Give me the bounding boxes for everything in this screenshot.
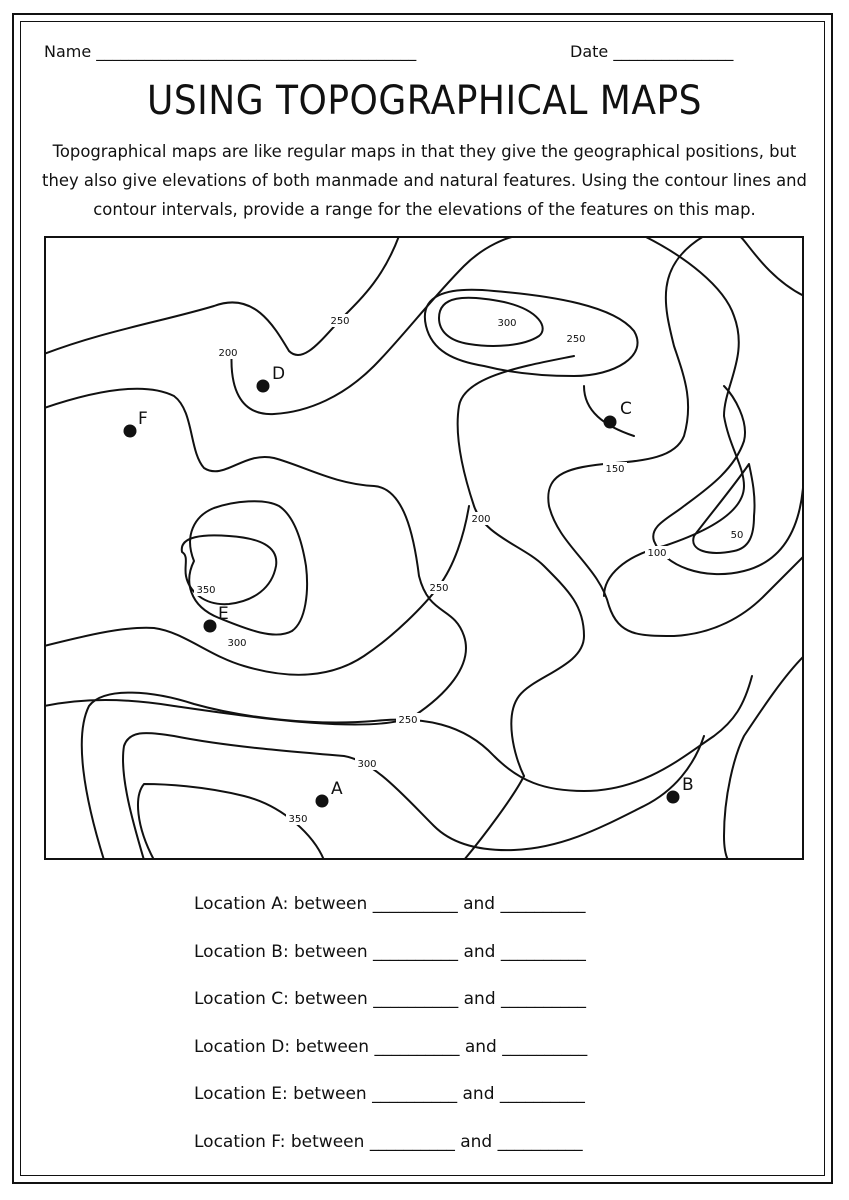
label-100: 100: [647, 548, 667, 559]
answer-blank-high[interactable]: __________: [499, 1084, 585, 1104]
question-location-c: [194, 985, 587, 1033]
marker-d-label: D: [272, 364, 286, 384]
and-word: and: [463, 989, 496, 1009]
marker-a-dot: [316, 795, 329, 808]
topographic-map: [44, 236, 804, 860]
label-350-bottom: 350: [288, 814, 308, 825]
answer-blank-high[interactable]: __________: [502, 1036, 588, 1057]
marker-e-dot: [204, 620, 217, 633]
label-300-left: 300: [227, 638, 247, 649]
answer-blank-high[interactable]: __________: [500, 894, 586, 914]
question-list: [194, 890, 587, 1175]
marker-c-label: C: [620, 399, 632, 419]
answer-blank-low[interactable]: __________: [373, 941, 459, 962]
worksheet-title: USING TOPOGRAPHICAL MAPS: [146, 78, 703, 124]
marker-b-label: B: [682, 775, 694, 795]
marker-f-dot: [124, 425, 137, 438]
question-location-b: [194, 938, 587, 986]
answer-blank-low[interactable]: __________: [372, 894, 458, 914]
label-250-bottom: 250: [398, 715, 418, 726]
question-location-e: [194, 1080, 587, 1128]
name-field[interactable]: [44, 42, 416, 61]
question-location-a: [194, 890, 587, 938]
question-label: Location E: between: [194, 1084, 367, 1104]
question-label: Location C: between: [194, 989, 368, 1009]
and-word: and: [464, 1036, 497, 1057]
label-250-mid: 250: [429, 583, 449, 594]
answer-blank-low[interactable]: __________: [373, 989, 459, 1009]
and-word: and: [463, 894, 496, 914]
marker-c-dot: [604, 416, 617, 429]
marker-b-dot: [667, 791, 680, 804]
label-300-island: 300: [497, 318, 517, 329]
marker-a-label: A: [331, 779, 343, 799]
answer-blank-high[interactable]: __________: [497, 1131, 583, 1152]
label-200-top: 200: [218, 348, 238, 359]
date-field[interactable]: [570, 42, 733, 61]
answer-blank-low[interactable]: __________: [374, 1036, 460, 1057]
and-word: and: [462, 1084, 495, 1104]
label-250-island: 250: [566, 334, 586, 345]
label-200-mid: 200: [471, 514, 491, 525]
name-blank[interactable]: ________________________________________: [96, 42, 417, 61]
date-blank[interactable]: _______________: [613, 42, 734, 61]
date-label: Date: [570, 42, 609, 61]
label-350-left: 350: [196, 585, 216, 596]
and-word: and: [460, 1131, 493, 1152]
answer-blank-high[interactable]: __________: [500, 941, 586, 962]
question-location-d: [194, 1033, 587, 1081]
contour-map-svg: [44, 236, 804, 860]
question-location-f: [194, 1128, 587, 1176]
label-50: 50: [730, 530, 744, 541]
name-label: Name: [44, 42, 92, 61]
label-150: 150: [605, 464, 625, 475]
marker-f-label: F: [138, 409, 148, 429]
intro-paragraph: Topographical maps are like regular maps in that they give the geographical positions, but they also give elevations of both manmade and natural features. Using the contour lines and contour intervals, provide a range for the elevations of the features on this map.: [42, 142, 807, 219]
label-300-bottom: 300: [357, 759, 377, 770]
and-word: and: [463, 941, 496, 962]
marker-d-dot: [257, 380, 270, 393]
question-label: Location F: between: [194, 1131, 365, 1152]
answer-blank-low[interactable]: __________: [372, 1084, 458, 1104]
marker-e-label: E: [218, 604, 229, 624]
question-label: Location A: between: [194, 894, 368, 914]
label-250-top: 250: [330, 316, 350, 327]
answer-blank-low[interactable]: __________: [369, 1131, 455, 1152]
question-label: Location B: between: [194, 941, 368, 962]
question-label: Location D: between: [194, 1036, 370, 1057]
answer-blank-high[interactable]: __________: [501, 989, 587, 1009]
